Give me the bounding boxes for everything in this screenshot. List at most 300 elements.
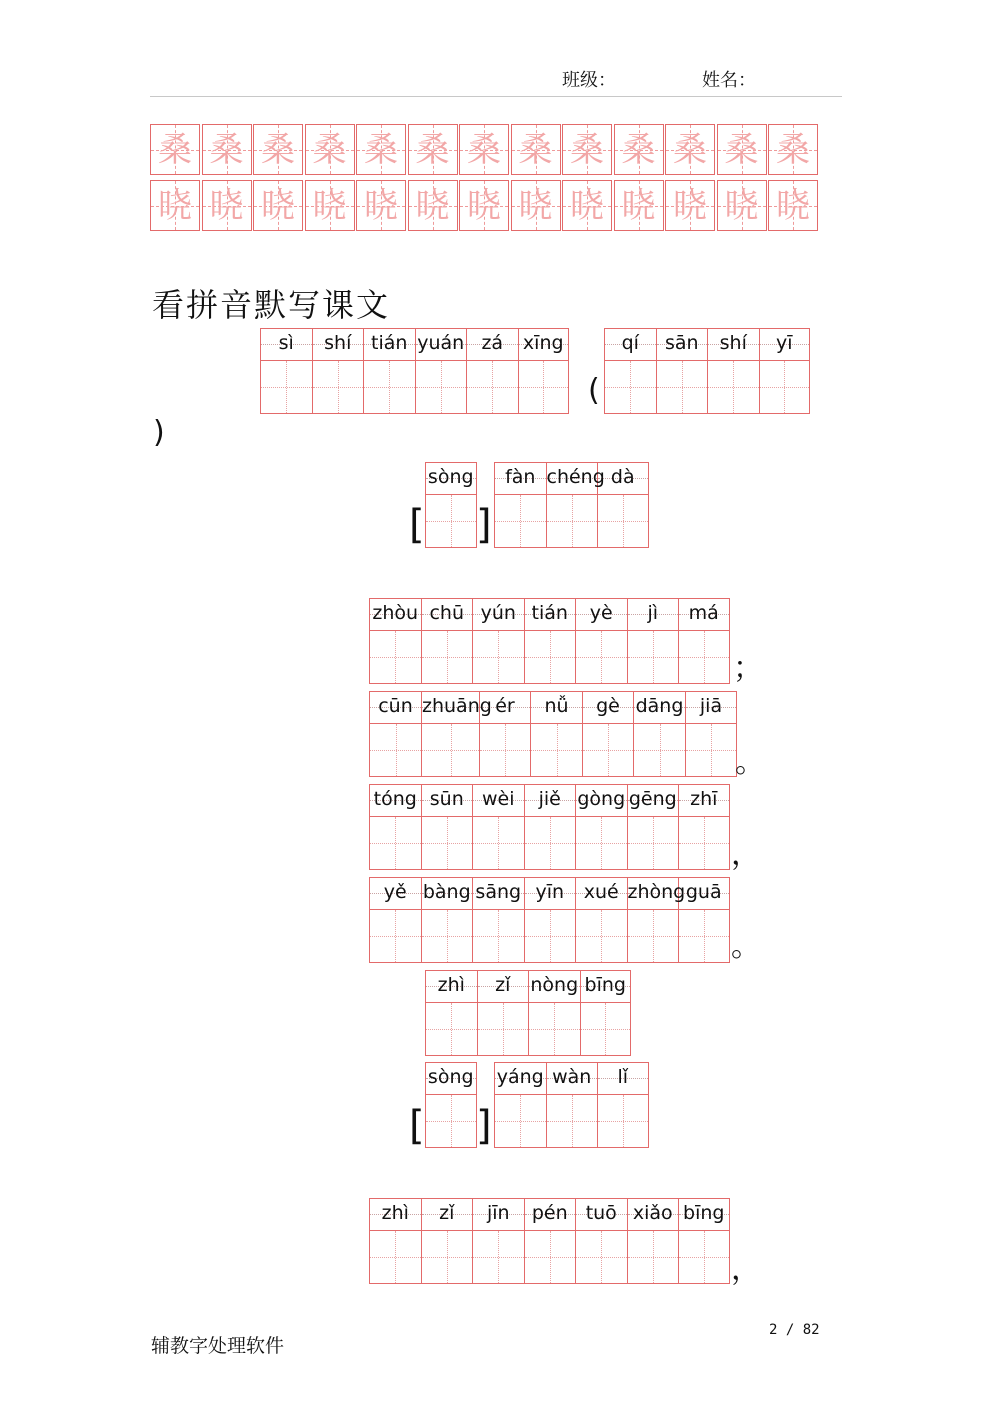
pinyin-text: sòng bbox=[427, 1066, 474, 1088]
tracing-cell bbox=[305, 124, 355, 175]
writing-box[interactable] bbox=[576, 816, 627, 870]
writing-box[interactable] bbox=[422, 1230, 473, 1284]
writing-box[interactable] bbox=[628, 1230, 679, 1284]
pinyin-label-cell bbox=[576, 877, 627, 909]
pinyin-label-cell bbox=[422, 598, 473, 630]
tracing-cell bbox=[150, 124, 200, 175]
pinyin-cell bbox=[528, 970, 580, 1056]
pinyin-text: xué bbox=[583, 881, 619, 903]
pinyin-cell bbox=[685, 691, 737, 777]
tracing-cell bbox=[356, 180, 406, 231]
pinyin-label-cell bbox=[576, 1198, 627, 1230]
pinyin-cell bbox=[656, 328, 708, 414]
tracing-cell bbox=[511, 124, 561, 175]
pinyin-cell bbox=[518, 328, 570, 414]
writing-box[interactable] bbox=[473, 630, 524, 684]
pinyin-text: yáng bbox=[496, 1066, 544, 1088]
title-bracket-open-2: [ bbox=[409, 1103, 425, 1149]
pinyin-label-cell bbox=[708, 328, 759, 360]
writing-box[interactable] bbox=[583, 723, 633, 777]
pinyin-cell bbox=[466, 328, 518, 414]
pinyin-cell bbox=[472, 598, 524, 684]
title-bracket-close: ] bbox=[476, 502, 492, 548]
writing-box[interactable] bbox=[525, 909, 576, 963]
pinyin-cell bbox=[472, 877, 524, 963]
tracing-char: 晓 bbox=[570, 185, 604, 226]
pinyin-text: tuō bbox=[585, 1202, 617, 1224]
writing-box[interactable] bbox=[760, 360, 810, 414]
pinyin-cell bbox=[494, 1062, 546, 1148]
pinyin-group-7 bbox=[369, 784, 730, 870]
pinyin-text: cūn bbox=[378, 695, 413, 717]
pinyin-text: gēng bbox=[628, 788, 677, 810]
pinyin-cell bbox=[759, 328, 811, 414]
pinyin-text: zǐ bbox=[439, 1202, 455, 1224]
pinyin-group-8 bbox=[369, 877, 730, 963]
section-title: 看拼音默写课文 bbox=[152, 286, 391, 324]
pinyin-text: zhì bbox=[381, 1202, 409, 1224]
pinyin-group-3 bbox=[425, 462, 477, 548]
pinyin-label-cell bbox=[519, 328, 569, 360]
pinyin-text: tián bbox=[371, 332, 408, 354]
pinyin-cell bbox=[546, 462, 605, 548]
pinyin-cell bbox=[530, 691, 582, 777]
pinyin-text: sāng bbox=[475, 881, 522, 903]
writing-box[interactable] bbox=[480, 723, 530, 777]
pinyin-cell bbox=[627, 1198, 679, 1284]
pinyin-text: pén bbox=[531, 1202, 568, 1224]
pinyin-cell bbox=[494, 462, 546, 548]
pinyin-text: wàn bbox=[552, 1066, 592, 1088]
tracing-char: 晓 bbox=[518, 185, 553, 226]
pinyin-text: shí bbox=[324, 332, 352, 354]
pinyin-cell bbox=[575, 598, 627, 684]
pinyin-text: sān bbox=[664, 332, 699, 354]
pinyin-cell bbox=[260, 328, 312, 414]
pinyin-text: jiě bbox=[538, 788, 561, 810]
writing-box[interactable] bbox=[679, 909, 729, 963]
pinyin-label-cell bbox=[370, 877, 421, 909]
pinyin-cell bbox=[678, 784, 730, 870]
pinyin-label-cell bbox=[547, 1062, 598, 1094]
pinyin-cell bbox=[421, 877, 473, 963]
writing-box[interactable] bbox=[628, 909, 679, 963]
writing-box[interactable] bbox=[467, 360, 518, 414]
pinyin-text: jì bbox=[647, 602, 659, 624]
pinyin-label-cell bbox=[478, 970, 529, 1002]
pinyin-label-cell bbox=[426, 970, 477, 1002]
writing-box[interactable] bbox=[473, 816, 524, 870]
tracing-char: 晓 bbox=[776, 185, 810, 226]
pinyin-text: zhuāng bbox=[422, 695, 492, 717]
writing-box[interactable] bbox=[426, 1094, 476, 1148]
writing-box[interactable] bbox=[422, 723, 479, 777]
writing-box[interactable] bbox=[576, 909, 627, 963]
pinyin-group-11 bbox=[494, 1062, 649, 1148]
pinyin-text: wèi bbox=[481, 788, 515, 810]
tracing-cell bbox=[459, 124, 509, 175]
pinyin-text: chéng bbox=[546, 466, 605, 488]
writing-box[interactable] bbox=[531, 723, 582, 777]
pinyin-label-cell bbox=[261, 328, 312, 360]
writing-box[interactable] bbox=[598, 494, 648, 548]
pinyin-label-cell bbox=[598, 1062, 648, 1094]
writing-box[interactable] bbox=[598, 1094, 648, 1148]
name-label: 姓名： bbox=[702, 70, 756, 91]
pinyin-text: qí bbox=[621, 332, 639, 354]
pinyin-cell bbox=[524, 784, 576, 870]
writing-box[interactable] bbox=[370, 630, 421, 684]
pinyin-text: nǚ bbox=[544, 695, 569, 717]
tracing-cell bbox=[614, 180, 664, 231]
pinyin-cell bbox=[627, 877, 686, 963]
tracing-char: 桑 bbox=[621, 129, 656, 170]
writing-box[interactable] bbox=[422, 816, 473, 870]
pinyin-cell bbox=[604, 328, 656, 414]
pinyin-label-cell bbox=[583, 691, 633, 723]
pinyin-cell bbox=[421, 1198, 473, 1284]
tracing-cell bbox=[202, 124, 252, 175]
pinyin-text: guā bbox=[685, 881, 722, 903]
pinyin-cell bbox=[575, 784, 627, 870]
tracing-cell bbox=[408, 180, 458, 231]
pinyin-text: yún bbox=[480, 602, 516, 624]
pinyin-label-cell bbox=[422, 691, 492, 723]
tracing-char: 桑 bbox=[518, 129, 553, 170]
pinyin-label-cell bbox=[473, 784, 524, 816]
writing-box[interactable] bbox=[547, 494, 598, 548]
pinyin-text: fàn bbox=[505, 466, 536, 488]
writing-box[interactable] bbox=[529, 1002, 580, 1056]
period-1: 。 bbox=[735, 745, 765, 780]
writing-box[interactable] bbox=[679, 816, 729, 870]
pinyin-text: zǐ bbox=[495, 974, 511, 996]
writing-box[interactable] bbox=[422, 630, 473, 684]
pinyin-label-cell bbox=[422, 1198, 473, 1230]
pinyin-text: zhì bbox=[437, 974, 465, 996]
writing-box[interactable] bbox=[422, 909, 473, 963]
pinyin-label-cell bbox=[525, 598, 576, 630]
pinyin-text: bīng bbox=[584, 974, 626, 996]
semicolon: ； bbox=[733, 651, 763, 686]
writing-box[interactable] bbox=[581, 1002, 631, 1056]
writing-box[interactable] bbox=[370, 1230, 421, 1284]
pinyin-cell bbox=[707, 328, 759, 414]
writing-box[interactable] bbox=[261, 360, 312, 414]
tracing-char: 桑 bbox=[312, 129, 347, 170]
pinyin-cell bbox=[369, 784, 421, 870]
tracing-cell bbox=[459, 180, 509, 231]
pinyin-text: chū bbox=[429, 602, 465, 624]
pinyin-text: xiǎo bbox=[632, 1202, 673, 1224]
tracing-cell bbox=[511, 180, 561, 231]
writing-box[interactable] bbox=[686, 723, 736, 777]
pinyin-group-2 bbox=[604, 328, 810, 414]
tracing-cell bbox=[768, 124, 818, 175]
tracing-char: 晓 bbox=[621, 185, 656, 226]
writing-box[interactable] bbox=[576, 630, 627, 684]
pinyin-label-cell bbox=[525, 877, 576, 909]
writing-box[interactable] bbox=[426, 1002, 477, 1056]
pinyin-cell bbox=[575, 877, 627, 963]
tracing-char: 桑 bbox=[415, 129, 450, 170]
writing-box[interactable] bbox=[478, 1002, 529, 1056]
writing-box[interactable] bbox=[364, 360, 415, 414]
period-2: 。 bbox=[731, 929, 761, 964]
writing-box[interactable] bbox=[313, 360, 364, 414]
pinyin-text: zhòu bbox=[372, 602, 419, 624]
pinyin-text: tián bbox=[531, 602, 568, 624]
tracing-char: 晓 bbox=[415, 185, 450, 226]
pinyin-text: yuán bbox=[417, 332, 465, 354]
writing-box[interactable] bbox=[370, 723, 421, 777]
writing-box[interactable] bbox=[473, 1230, 524, 1284]
pinyin-cell bbox=[425, 1062, 477, 1148]
pinyin-group-10 bbox=[425, 1062, 477, 1148]
writing-box[interactable] bbox=[370, 816, 421, 870]
writing-box[interactable] bbox=[628, 630, 679, 684]
pinyin-text: jiā bbox=[699, 695, 723, 717]
pinyin-cell bbox=[369, 691, 421, 777]
pinyin-text: gòng bbox=[577, 788, 626, 810]
pinyin-cell bbox=[421, 598, 473, 684]
writing-box[interactable] bbox=[628, 816, 679, 870]
pinyin-cell bbox=[633, 691, 685, 777]
pinyin-label-cell bbox=[576, 598, 627, 630]
header-divider bbox=[150, 96, 842, 97]
tracing-cell bbox=[614, 124, 664, 175]
pinyin-cell bbox=[425, 970, 477, 1056]
pinyin-cell bbox=[582, 691, 633, 777]
tracing-cell bbox=[253, 124, 303, 175]
pinyin-label-cell bbox=[525, 1198, 576, 1230]
pinyin-cell bbox=[369, 1198, 421, 1284]
tracing-char: 桑 bbox=[776, 129, 810, 170]
pinyin-text: zá bbox=[481, 332, 504, 354]
pinyin-group-6 bbox=[369, 691, 737, 777]
pinyin-label-cell bbox=[679, 877, 729, 909]
title-bracket-open: [ bbox=[409, 502, 425, 548]
pinyin-text: xīng bbox=[522, 332, 564, 354]
tracing-char: 晓 bbox=[261, 185, 295, 226]
pinyin-text: jīn bbox=[486, 1202, 510, 1224]
pinyin-text: sòng bbox=[427, 466, 474, 488]
pinyin-cell bbox=[472, 784, 524, 870]
tracing-char: 桑 bbox=[158, 129, 192, 170]
tracing-char: 桑 bbox=[364, 129, 398, 170]
writing-box[interactable] bbox=[634, 723, 685, 777]
pinyin-label-cell bbox=[364, 328, 415, 360]
pinyin-text: yě bbox=[383, 881, 407, 903]
tracing-char: 桑 bbox=[261, 129, 295, 170]
tracing-row-xiao bbox=[150, 180, 820, 231]
pinyin-label-cell bbox=[416, 328, 467, 360]
tracing-char: 晓 bbox=[209, 185, 244, 226]
pinyin-cell bbox=[597, 1062, 649, 1148]
pinyin-text: tóng bbox=[373, 788, 417, 810]
pinyin-label-cell bbox=[546, 462, 605, 494]
writing-box[interactable] bbox=[525, 1230, 576, 1284]
tracing-cell bbox=[356, 124, 406, 175]
pinyin-label-cell bbox=[370, 1198, 421, 1230]
pinyin-cell bbox=[369, 877, 421, 963]
pinyin-label-cell bbox=[628, 1198, 679, 1230]
tracing-cell bbox=[305, 180, 355, 231]
pinyin-label-cell bbox=[473, 877, 524, 909]
comma-1: ， bbox=[731, 837, 761, 872]
writing-box[interactable] bbox=[605, 360, 656, 414]
pinyin-label-cell bbox=[679, 598, 729, 630]
pinyin-cell bbox=[363, 328, 415, 414]
pinyin-label-cell bbox=[679, 1198, 729, 1230]
tracing-char: 晓 bbox=[158, 185, 192, 226]
pinyin-text: sūn bbox=[429, 788, 464, 810]
pinyin-label-cell bbox=[679, 784, 729, 816]
pinyin-cell bbox=[477, 970, 529, 1056]
pinyin-cell bbox=[678, 598, 730, 684]
pinyin-cell bbox=[678, 877, 730, 963]
writing-box[interactable] bbox=[416, 360, 467, 414]
tracing-cell bbox=[202, 180, 252, 231]
pinyin-cell bbox=[524, 1198, 576, 1284]
tracing-cell bbox=[150, 180, 200, 231]
pinyin-cell bbox=[524, 877, 576, 963]
pinyin-group-5 bbox=[369, 598, 730, 684]
comma-2: ， bbox=[731, 1252, 761, 1287]
pinyin-label-cell bbox=[581, 970, 631, 1002]
pinyin-text: yè bbox=[589, 602, 613, 624]
writing-box[interactable] bbox=[679, 1230, 729, 1284]
page-number: 2 / 82 bbox=[769, 1322, 820, 1338]
writing-box[interactable] bbox=[495, 1094, 546, 1148]
pinyin-text: shí bbox=[719, 332, 747, 354]
pinyin-label-cell bbox=[495, 462, 546, 494]
pinyin-cell bbox=[472, 1198, 524, 1284]
pinyin-label-cell bbox=[313, 328, 364, 360]
pinyin-text: ér bbox=[495, 695, 515, 717]
pinyin-cell bbox=[546, 1062, 598, 1148]
pinyin-label-cell bbox=[628, 784, 679, 816]
pinyin-text: yīn bbox=[535, 881, 565, 903]
writing-box[interactable] bbox=[576, 1230, 627, 1284]
pinyin-cell bbox=[678, 1198, 730, 1284]
writing-box[interactable] bbox=[473, 909, 524, 963]
tracing-cell bbox=[562, 124, 612, 175]
writing-box[interactable] bbox=[495, 494, 546, 548]
pinyin-text: dà bbox=[610, 466, 635, 488]
tracing-char: 桑 bbox=[570, 129, 604, 170]
pinyin-label-cell bbox=[426, 462, 476, 494]
writing-box[interactable] bbox=[519, 360, 569, 414]
pinyin-label-cell bbox=[605, 328, 656, 360]
writing-box[interactable] bbox=[370, 909, 421, 963]
pinyin-label-cell bbox=[370, 598, 421, 630]
tracing-char: 桑 bbox=[673, 129, 707, 170]
writing-box[interactable] bbox=[525, 816, 576, 870]
title-bracket-close-2: ] bbox=[476, 1103, 492, 1149]
pinyin-label-cell bbox=[531, 691, 582, 723]
pinyin-cell bbox=[425, 462, 477, 548]
writing-box[interactable] bbox=[547, 1094, 598, 1148]
pinyin-label-cell bbox=[686, 691, 736, 723]
tracing-cell bbox=[665, 124, 715, 175]
pinyin-text: lǐ bbox=[617, 1066, 629, 1088]
tracing-cell bbox=[717, 124, 767, 175]
open-paren: ( bbox=[588, 373, 600, 408]
pinyin-label-cell bbox=[576, 784, 627, 816]
pinyin-text: zhī bbox=[690, 788, 718, 810]
tracing-char: 晓 bbox=[364, 185, 398, 226]
pinyin-cell bbox=[421, 691, 492, 777]
writing-box[interactable] bbox=[679, 630, 729, 684]
pinyin-group-4 bbox=[494, 462, 649, 548]
pinyin-label-cell bbox=[525, 784, 576, 816]
footer-software: 辅教字处理软件 bbox=[151, 1335, 285, 1357]
pinyin-cell bbox=[415, 328, 467, 414]
pinyin-label-cell bbox=[467, 328, 518, 360]
pinyin-text: dāng bbox=[635, 695, 684, 717]
pinyin-text: bīng bbox=[683, 1202, 725, 1224]
pinyin-cell bbox=[627, 784, 679, 870]
pinyin-group-1 bbox=[260, 328, 569, 414]
writing-box[interactable] bbox=[708, 360, 759, 414]
pinyin-text: bàng bbox=[422, 881, 471, 903]
pinyin-cell bbox=[524, 598, 576, 684]
pinyin-cell bbox=[627, 598, 679, 684]
pinyin-label-cell bbox=[529, 970, 580, 1002]
pinyin-label-cell bbox=[495, 1062, 546, 1094]
pinyin-text: má bbox=[688, 602, 719, 624]
tracing-char: 桑 bbox=[724, 129, 759, 170]
tracing-char: 桑 bbox=[209, 129, 244, 170]
pinyin-label-cell bbox=[473, 598, 524, 630]
pinyin-label-cell bbox=[598, 462, 648, 494]
pinyin-text: nòng bbox=[530, 974, 579, 996]
pinyin-group-12 bbox=[369, 1198, 730, 1284]
pinyin-label-cell bbox=[370, 691, 421, 723]
pinyin-group-9 bbox=[425, 970, 631, 1056]
close-paren: ) bbox=[153, 415, 165, 450]
writing-box[interactable] bbox=[657, 360, 708, 414]
pinyin-text: gè bbox=[596, 695, 620, 717]
tracing-cell bbox=[253, 180, 303, 231]
pinyin-cell bbox=[421, 784, 473, 870]
pinyin-cell bbox=[575, 1198, 627, 1284]
tracing-cell bbox=[717, 180, 767, 231]
writing-box[interactable] bbox=[525, 630, 576, 684]
pinyin-label-cell bbox=[370, 784, 421, 816]
tracing-char: 晓 bbox=[467, 185, 501, 226]
pinyin-cell bbox=[312, 328, 364, 414]
tracing-char: 晓 bbox=[312, 185, 347, 226]
tracing-row-sang bbox=[150, 124, 820, 175]
writing-box[interactable] bbox=[426, 494, 476, 548]
pinyin-label-cell bbox=[473, 1198, 524, 1230]
tracing-cell bbox=[408, 124, 458, 175]
pinyin-text: yī bbox=[775, 332, 793, 354]
pinyin-text: zhòng bbox=[627, 881, 686, 903]
class-label: 班级： bbox=[562, 70, 616, 91]
tracing-cell bbox=[665, 180, 715, 231]
pinyin-label-cell bbox=[657, 328, 708, 360]
pinyin-label-cell bbox=[760, 328, 810, 360]
pinyin-cell bbox=[369, 598, 421, 684]
pinyin-label-cell bbox=[422, 877, 473, 909]
tracing-cell bbox=[562, 180, 612, 231]
pinyin-label-cell bbox=[426, 1062, 476, 1094]
pinyin-text: sì bbox=[278, 332, 294, 354]
pinyin-label-cell bbox=[422, 784, 473, 816]
